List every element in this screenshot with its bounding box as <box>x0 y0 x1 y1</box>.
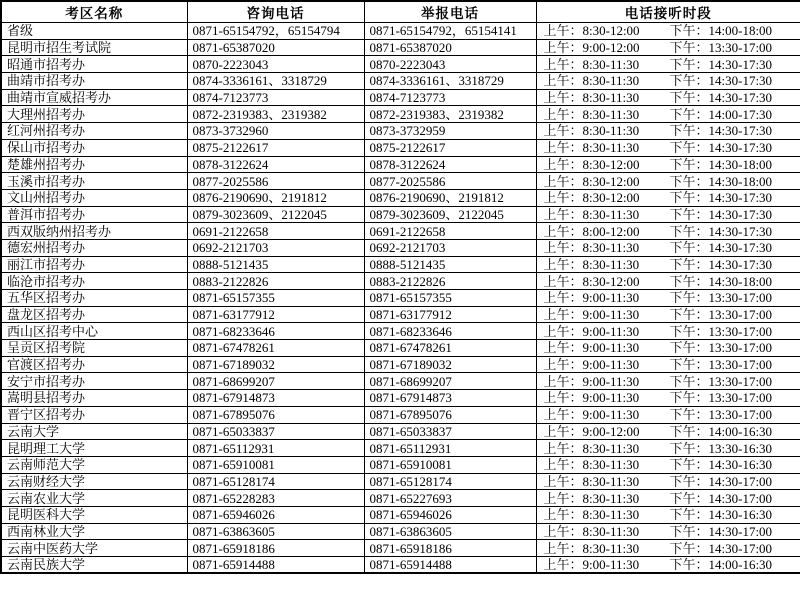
table-row <box>1 340 800 357</box>
answer-time-wrap <box>544 291 800 304</box>
consult-phone-cell: 0877-2025586 <box>187 173 364 190</box>
answer-time-wrap <box>544 525 800 538</box>
report-phone-cell: 0874-3336161、3318729 <box>364 73 536 90</box>
afternoon-time: 下午：14:30-17:00 <box>669 523 773 539</box>
morning-time: 上午：8:30-11:30 <box>543 523 640 539</box>
consult-phone-cell: 0876-2190690、2191812 <box>187 189 364 206</box>
morning-time: 上午：8:30-11:30 <box>543 123 640 139</box>
consult-phone-cell: 0691-2122658 <box>187 223 364 240</box>
table-row <box>1 406 800 423</box>
region-name-cell: 昆明市招生考试院 <box>1 39 187 56</box>
morning-time: 上午：9:00-11:30 <box>543 390 640 406</box>
consult-phone-cell: 0871-67914873 <box>187 390 364 407</box>
report-phone-cell: 0871-65946026 <box>364 506 536 523</box>
answer-time-wrap <box>544 308 800 321</box>
morning-time: 上午：8:30-12:00 <box>543 273 640 289</box>
answer-time-wrap <box>544 442 800 455</box>
afternoon-time: 下午：14:30-18:00 <box>669 273 773 289</box>
answer-time-cell <box>536 139 800 156</box>
answer-time-cell <box>536 39 800 56</box>
region-name-cell: 嵩明县招考办 <box>1 390 187 407</box>
answer-time-wrap <box>544 241 800 254</box>
afternoon-time: 下午：14:30-17:30 <box>669 190 773 206</box>
report-phone-cell: 0691-2122658 <box>364 223 536 240</box>
answer-time-wrap <box>544 375 800 388</box>
morning-time: 上午：8:30-12:00 <box>543 23 640 39</box>
afternoon-time: 下午：14:30-17:00 <box>669 473 773 489</box>
afternoon-time: 下午：14:00-16:30 <box>669 423 773 439</box>
consult-phone-cell: 0873-3732960 <box>187 123 364 140</box>
table-row <box>1 239 800 256</box>
consult-phone-cell: 0874-7123773 <box>187 89 364 106</box>
region-name-cell: 五华区招考办 <box>1 290 187 307</box>
morning-time: 上午：8:30-11:30 <box>543 256 640 272</box>
afternoon-time: 下午：13:30-17:00 <box>669 290 773 306</box>
afternoon-time: 下午：13:30-17:00 <box>669 357 773 373</box>
header-report-phone: 举报电话 <box>364 1 536 23</box>
header-row <box>1 1 800 23</box>
table-row <box>1 73 800 90</box>
answer-time-wrap <box>544 475 800 488</box>
answer-time-cell <box>536 239 800 256</box>
region-name-cell: 文山州招考办 <box>1 189 187 206</box>
region-name-cell: 昭通市招考办 <box>1 56 187 73</box>
morning-time: 上午：8:30-11:30 <box>543 507 640 523</box>
report-phone-cell: 0871-67914873 <box>364 390 536 407</box>
answer-time-cell <box>536 273 800 290</box>
answer-time-cell <box>536 356 800 373</box>
answer-time-wrap <box>544 24 800 37</box>
morning-time: 上午：9:00-11:30 <box>543 340 640 356</box>
answer-time-wrap <box>544 325 800 338</box>
afternoon-time: 下午：14:00-18:00 <box>669 23 773 39</box>
table-row <box>1 139 800 156</box>
consult-phone-cell: 0871-65154792，65154794 <box>187 23 364 40</box>
morning-time: 上午：8:30-11:30 <box>543 140 640 156</box>
answer-time-cell <box>536 106 800 123</box>
afternoon-time: 下午：14:30-17:30 <box>669 90 773 106</box>
table-row <box>1 323 800 340</box>
afternoon-time: 下午：14:30-17:30 <box>669 140 773 156</box>
consult-phone-cell: 0872-2319383、2319382 <box>187 106 364 123</box>
region-name-cell: 官渡区招考办 <box>1 356 187 373</box>
table-row <box>1 390 800 407</box>
table-row <box>1 23 800 40</box>
region-name-cell: 呈贡区招考院 <box>1 340 187 357</box>
consult-phone-cell: 0871-68233646 <box>187 323 364 340</box>
answer-time-wrap <box>544 74 800 87</box>
afternoon-time: 下午：14:30-17:00 <box>669 540 773 556</box>
morning-time: 上午：8:30-11:30 <box>543 473 640 489</box>
answer-time-cell <box>536 290 800 307</box>
region-name-cell: 云南师范大学 <box>1 456 187 473</box>
consult-phone-cell: 0871-65128174 <box>187 473 364 490</box>
answer-time-cell <box>536 123 800 140</box>
answer-time-wrap <box>544 124 800 137</box>
report-phone-cell: 0876-2190690、2191812 <box>364 189 536 206</box>
region-name-cell: 省级 <box>1 23 187 40</box>
afternoon-time: 下午：14:30-16:30 <box>669 457 773 473</box>
table-row <box>1 306 800 323</box>
consult-phone-cell: 0871-67189032 <box>187 356 364 373</box>
answer-time-cell <box>536 73 800 90</box>
report-phone-cell: 0878-3122624 <box>364 156 536 173</box>
answer-time-cell <box>536 323 800 340</box>
afternoon-time: 下午：13:30-17:00 <box>669 373 773 389</box>
report-phone-cell: 0875-2122617 <box>364 139 536 156</box>
table-row <box>1 473 800 490</box>
answer-time-wrap <box>544 158 800 171</box>
afternoon-time: 下午：13:30-17:00 <box>669 390 773 406</box>
answer-time-cell <box>536 557 800 574</box>
region-name-cell: 云南中医药大学 <box>1 540 187 557</box>
morning-time: 上午：8:30-11:30 <box>543 90 640 106</box>
header-answer-time: 电话接听时段 <box>536 1 800 23</box>
region-name-cell: 丽江市招考办 <box>1 256 187 273</box>
consult-phone-cell: 0883-2122826 <box>187 273 364 290</box>
region-name-cell: 云南大学 <box>1 423 187 440</box>
answer-time-cell <box>536 440 800 457</box>
region-name-cell: 西南林业大学 <box>1 523 187 540</box>
afternoon-time: 下午：14:30-18:00 <box>669 156 773 172</box>
region-name-cell: 晋宁区招考办 <box>1 406 187 423</box>
region-name-cell: 曲靖市宣威招考办 <box>1 89 187 106</box>
morning-time: 上午：9:00-11:30 <box>543 407 640 423</box>
morning-time: 上午：8:30-12:00 <box>543 156 640 172</box>
report-phone-cell: 0871-65128174 <box>364 473 536 490</box>
report-phone-cell: 0871-65914488 <box>364 557 536 574</box>
region-name-cell: 玉溪市招考办 <box>1 173 187 190</box>
report-phone-cell: 0871-65157355 <box>364 290 536 307</box>
answer-time-cell <box>536 523 800 540</box>
consult-phone-cell: 0871-65157355 <box>187 290 364 307</box>
table-row <box>1 523 800 540</box>
report-phone-cell: 0871-63863605 <box>364 523 536 540</box>
region-name-cell: 云南民族大学 <box>1 557 187 574</box>
report-phone-cell: 0877-2025586 <box>364 173 536 190</box>
consult-phone-cell: 0874-3336161、3318729 <box>187 73 364 90</box>
report-phone-cell: 0871-65910081 <box>364 456 536 473</box>
answer-time-cell <box>536 373 800 390</box>
report-phone-cell: 0872-2319383、2319382 <box>364 106 536 123</box>
region-name-cell: 西双版纳州招考办 <box>1 223 187 240</box>
answer-time-wrap <box>544 225 800 238</box>
report-phone-cell: 0871-65033837 <box>364 423 536 440</box>
table-row <box>1 440 800 457</box>
morning-time: 上午：8:30-11:30 <box>543 240 640 256</box>
table-row <box>1 39 800 56</box>
answer-time-wrap <box>544 458 800 471</box>
answer-time-wrap <box>544 341 800 354</box>
afternoon-time: 下午：14:30-17:30 <box>669 240 773 256</box>
afternoon-time: 下午：14:30-16:30 <box>669 507 773 523</box>
morning-time: 上午：8:30-11:30 <box>543 56 640 72</box>
table-row <box>1 540 800 557</box>
table-row <box>1 506 800 523</box>
morning-time: 上午：8:30-11:30 <box>543 457 640 473</box>
consult-phone-cell: 0871-63863605 <box>187 523 364 540</box>
answer-time-wrap <box>544 425 800 438</box>
table-row <box>1 490 800 507</box>
afternoon-time: 下午：14:00-16:30 <box>669 557 773 573</box>
report-phone-cell: 0883-2122826 <box>364 273 536 290</box>
table-row <box>1 223 800 240</box>
answer-time-cell <box>536 506 800 523</box>
consult-phone-cell: 0871-67895076 <box>187 406 364 423</box>
answer-time-cell <box>536 173 800 190</box>
consult-phone-cell: 0871-65946026 <box>187 506 364 523</box>
answer-time-wrap <box>544 508 800 521</box>
report-phone-cell: 0871-67895076 <box>364 406 536 423</box>
region-name-cell: 昆明医科大学 <box>1 506 187 523</box>
consult-phone-cell: 0692-2121703 <box>187 239 364 256</box>
answer-time-cell <box>536 89 800 106</box>
consult-phone-cell: 0871-65112931 <box>187 440 364 457</box>
answer-time-wrap <box>544 492 800 505</box>
answer-time-cell <box>536 206 800 223</box>
report-phone-cell: 0874-7123773 <box>364 89 536 106</box>
table-row <box>1 106 800 123</box>
afternoon-time: 下午：13:30-17:00 <box>669 307 773 323</box>
report-phone-cell: 0870-2223043 <box>364 56 536 73</box>
answer-time-cell <box>536 406 800 423</box>
header-consult-phone: 咨询电话 <box>187 1 364 23</box>
table-row <box>1 290 800 307</box>
consult-phone-cell: 0871-67478261 <box>187 340 364 357</box>
answer-time-cell <box>536 340 800 357</box>
answer-time-cell <box>536 156 800 173</box>
answer-time-cell <box>536 423 800 440</box>
afternoon-time: 下午：13:30-17:00 <box>669 407 773 423</box>
header-region-name: 考区名称 <box>1 1 187 23</box>
table-row <box>1 256 800 273</box>
answer-time-wrap <box>544 208 800 221</box>
consult-phone-cell: 0871-65910081 <box>187 456 364 473</box>
consult-phone-cell: 0870-2223043 <box>187 56 364 73</box>
morning-time: 上午：9:00-12:00 <box>543 423 640 439</box>
morning-time: 上午：8:30-11:30 <box>543 106 640 122</box>
answer-time-wrap <box>544 408 800 421</box>
answer-time-wrap <box>544 108 800 121</box>
table-row <box>1 156 800 173</box>
consult-phone-cell: 0871-63177912 <box>187 306 364 323</box>
answer-time-cell <box>536 473 800 490</box>
report-phone-cell: 0871-65918186 <box>364 540 536 557</box>
answer-time-cell <box>536 306 800 323</box>
answer-time-wrap <box>544 91 800 104</box>
morning-time: 上午：9:00-11:30 <box>543 323 640 339</box>
afternoon-time: 下午：14:30-17:00 <box>669 490 773 506</box>
morning-time: 上午：8:30-11:30 <box>543 540 640 556</box>
afternoon-time: 下午：13:30-17:00 <box>669 40 773 56</box>
consult-phone-cell: 0879-3023609、2122045 <box>187 206 364 223</box>
report-phone-cell: 0871-67478261 <box>364 340 536 357</box>
table-row <box>1 56 800 73</box>
report-phone-cell: 0871-68233646 <box>364 323 536 340</box>
afternoon-time: 下午：14:30-17:30 <box>669 56 773 72</box>
afternoon-time: 下午：14:00-17:30 <box>669 106 773 122</box>
answer-time-wrap <box>544 275 800 288</box>
region-name-cell: 昆明理工大学 <box>1 440 187 457</box>
consult-phone-cell: 0871-65914488 <box>187 557 364 574</box>
answer-time-cell <box>536 23 800 40</box>
report-phone-cell: 0692-2121703 <box>364 239 536 256</box>
answer-time-wrap <box>544 58 800 71</box>
region-name-cell: 德宏州招考办 <box>1 239 187 256</box>
consult-phone-cell: 0878-3122624 <box>187 156 364 173</box>
report-phone-cell: 0871-67189032 <box>364 356 536 373</box>
consult-phone-cell: 0888-5121435 <box>187 256 364 273</box>
answer-time-wrap <box>544 41 800 54</box>
report-phone-cell: 0871-68699207 <box>364 373 536 390</box>
morning-time: 上午：8:30-12:00 <box>543 173 640 189</box>
afternoon-time: 下午：13:30-17:00 <box>669 323 773 339</box>
consult-phone-cell: 0875-2122617 <box>187 139 364 156</box>
answer-time-cell <box>536 540 800 557</box>
afternoon-time: 下午：13:30-16:30 <box>669 440 773 456</box>
region-name-cell: 红河州招考办 <box>1 123 187 140</box>
answer-time-wrap <box>544 358 800 371</box>
morning-time: 上午：8:00-12:00 <box>543 223 640 239</box>
answer-time-cell <box>536 490 800 507</box>
region-name-cell: 云南农业大学 <box>1 490 187 507</box>
consult-phone-cell: 0871-65228283 <box>187 490 364 507</box>
table-body <box>1 23 800 574</box>
region-name-cell: 曲靖市招考办 <box>1 73 187 90</box>
region-name-cell: 盘龙区招考办 <box>1 306 187 323</box>
morning-time: 上午：9:00-11:30 <box>543 373 640 389</box>
answer-time-cell <box>536 223 800 240</box>
afternoon-time: 下午：13:30-17:00 <box>669 340 773 356</box>
table-row <box>1 189 800 206</box>
table-row <box>1 423 800 440</box>
report-phone-cell: 0871-65112931 <box>364 440 536 457</box>
table-row <box>1 173 800 190</box>
answer-time-wrap <box>544 258 800 271</box>
table-row <box>1 456 800 473</box>
consult-phone-cell: 0871-65387020 <box>187 39 364 56</box>
table-row <box>1 89 800 106</box>
table-row <box>1 273 800 290</box>
report-phone-cell: 0888-5121435 <box>364 256 536 273</box>
morning-time: 上午：9:00-11:30 <box>543 290 640 306</box>
answer-time-wrap <box>544 558 800 571</box>
region-name-cell: 普洱市招考办 <box>1 206 187 223</box>
report-phone-cell: 0873-3732959 <box>364 123 536 140</box>
report-phone-cell: 0879-3023609、2122045 <box>364 206 536 223</box>
afternoon-time: 下午：14:30-18:00 <box>669 173 773 189</box>
morning-time: 上午：9:00-12:00 <box>543 40 640 56</box>
consult-phone-cell: 0871-65033837 <box>187 423 364 440</box>
table-row <box>1 123 800 140</box>
region-name-cell: 大理州招考办 <box>1 106 187 123</box>
answer-time-cell <box>536 456 800 473</box>
report-phone-cell: 0871-65154792，65154141 <box>364 23 536 40</box>
morning-time: 上午：8:30-11:30 <box>543 206 640 222</box>
table-row <box>1 557 800 574</box>
consult-phone-cell: 0871-68699207 <box>187 373 364 390</box>
morning-time: 上午：8:30-11:30 <box>543 490 640 506</box>
region-name-cell: 楚雄州招考办 <box>1 156 187 173</box>
region-name-cell: 云南财经大学 <box>1 473 187 490</box>
answer-time-cell <box>536 256 800 273</box>
answer-time-cell <box>536 56 800 73</box>
morning-time: 上午：8:30-11:30 <box>543 73 640 89</box>
report-phone-cell: 0871-65387020 <box>364 39 536 56</box>
report-phone-cell: 0871-65227693 <box>364 490 536 507</box>
answer-time-wrap <box>544 542 800 555</box>
morning-time: 上午：9:00-11:30 <box>543 557 640 573</box>
region-name-cell: 保山市招考办 <box>1 139 187 156</box>
morning-time: 上午：8:30-12:00 <box>543 190 640 206</box>
answer-time-wrap <box>544 191 800 204</box>
answer-time-wrap <box>544 141 800 154</box>
consult-phone-cell: 0871-65918186 <box>187 540 364 557</box>
afternoon-time: 下午：14:30-17:30 <box>669 256 773 272</box>
region-name-cell: 西山区招考中心 <box>1 323 187 340</box>
afternoon-time: 下午：14:30-17:30 <box>669 206 773 222</box>
table-row <box>1 206 800 223</box>
region-name-cell: 安宁市招考办 <box>1 373 187 390</box>
report-phone-cell: 0871-63177912 <box>364 306 536 323</box>
answer-time-wrap <box>544 175 800 188</box>
morning-time: 上午：9:00-11:30 <box>543 357 640 373</box>
afternoon-time: 下午：14:30-17:30 <box>669 73 773 89</box>
region-name-cell: 临沧市招考办 <box>1 273 187 290</box>
answer-time-wrap <box>544 391 800 404</box>
answer-time-cell <box>536 390 800 407</box>
answer-time-cell <box>536 189 800 206</box>
table-row <box>1 373 800 390</box>
table-row <box>1 356 800 373</box>
morning-time: 上午：8:30-11:30 <box>543 440 640 456</box>
morning-time: 上午：9:00-11:30 <box>543 307 640 323</box>
afternoon-time: 下午：14:30-17:30 <box>669 223 773 239</box>
afternoon-time: 下午：14:30-17:30 <box>669 123 773 139</box>
